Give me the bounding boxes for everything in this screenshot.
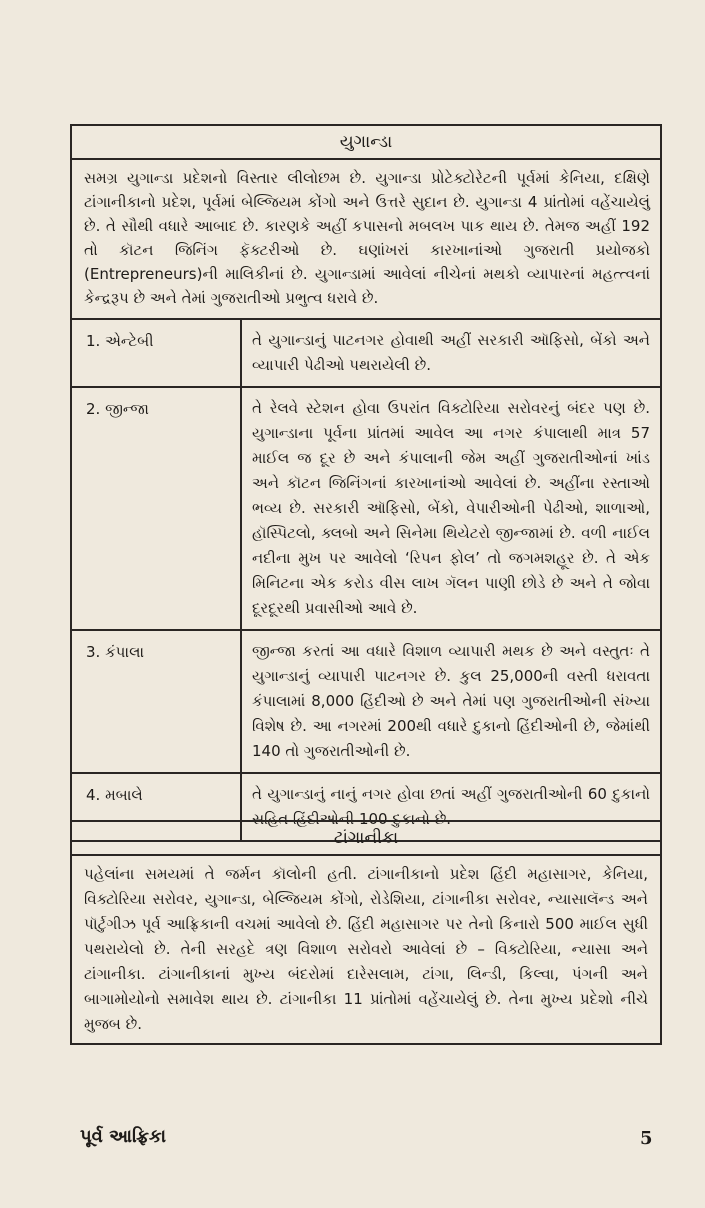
row-text: તે રેલવે સ્ટેશન હોવા ઉપરાંત વિક્ટોરિયા સરોવરનું બંદર પણ છે. યુગાન્ડાના પૂર્વના પ્રાંતમાં આવેલ આ નગર કંપાલાથી માત્ર 57 માઈલ જ દૂર છે અને કંપાલાની જેમ અહીં ગુજરાતીઓનાં ખાંડ અને કૉટન જિનિંગનાં કારખાનાંઓ આવેલાં છે. અહીંના રસ્તાઓ ભવ્ય છે. સરકારી ઑફિસો, બેંકો, વેપારીઓની પેઢીઓ, શાળાઓ, હૉસ્પિટલો, ક્લબો અને સિનેમા થિયેટરો જીન્જામાં છે. વળી નાઈલ નદીના મુખ પર આવેલો ‘રિપન ફોલ’ તો જગમશહૂર છે. તે એક મિનિટના એક કરોડ વીસ લાખ ગૅલન પાણી છોડે છે અને તે જોવા દૂરદૂરથી પ્રવાસીઓ આવે છે. [252,399,650,617]
tanganyika-title: ટાંગાનીકા [72,822,660,856]
row-label: 2. જીન્જા [72,388,242,629]
row-text: તે યુગાન્ડાનું પાટનગર હોવાથી અહીં સરકારી ઑફિસો, બેંકો અને વ્યાપારી પેઢીઓ પથરાયેલી છે. [252,331,650,374]
footer-title: પૂર્વ આફ્રિકા [80,1126,167,1147]
row-text: તે યુગાન્ડાનું નાનું નગર હોવા છતાં અહીં ગુજરાતીઓની 60 દુકાનો સહિત હિંદીઓની 100 દુકાનો છે. [252,785,650,828]
row-text: જીન્જા કરતાં આ વધારે વિશાળ વ્યાપારી મથક છે અને વસ્તુતઃ તે યુગાન્ડાનું વ્યાપારી પાટનગર છે. કુલ 25,000ની વસ્તી ધરાવતા કંપાલામાં 8,000 હિંદીઓ છે અને તેમાં પણ ગુજરાતીઓની સંખ્યા વિશેષ છે. આ નગરમાં 200થી વધારે દુકાનો હિંદીઓની છે, જેમાંથી 140 તો ગુજરાતીઓની છે. [252,642,650,760]
row-label: 4. મબાલે [72,774,242,840]
table-row [72,629,660,772]
page-number: 5 [640,1128,653,1149]
tanganyika-intro: પહેલાંના સમયમાં તે જર્મન કૉલોની હતી. ટાંગાનીકાનો પ્રદેશ હિંદી મહાસાગર, કેનિયા, વિક્ટોરિયા સરોવર, યુગાન્ડા, બેલ્જિયમ કોંગો, રોડેશિયા, ટાંગાનીકા સરોવર, ન્યાસાલૅન્ડ અને પૉર્ટુગીઝ પૂર્વ આફ્રિકાની વચમાં આવેલો છે. હિંદી મહાસાગર પર તેનો કિનારો 500 માઈલ સુધી પથરાયેલો છે. તેની સરહદે ત્રણ વિશાળ સરોવરો આવેલાં છે – વિક્ટોરિયા, ન્યાસા અને ટાંગાનીકા. ટાંગાનીકાનાં મુખ્ય બંદરોમાં દારેસલામ, ટાંગા, લિન્ડી, કિલ્વા, પંગની અને બાગામોયોનો સમાવેશ થાય છે. ટાંગાનીકા 11 પ્રાંતોમાં વહેંચાયેલું છે. તેના મુખ્ય પ્રદેશો નીચે મુજબ છે. [84,865,648,1033]
uganda-title: યુગાન્ડા [72,126,660,160]
uganda-intro: સમગ્ર યુગાન્ડા પ્રદેશનો વિસ્તાર લીલોછમ છે. યુગાન્ડા પ્રોટેક્ટોરેટની પૂર્વમાં કેનિયા, દક્ષિણે ટાંગાનીકાનો પ્રદેશ, પૂર્વમાં બેલ્જિયમ કોંગો અને ઉત્તરે સુદાન છે. યુગાન્ડા 4 પ્રાંતોમાં વહેંચાયેલું છે. તે સૌથી વધારે આબાદ છે. કારણકે અહીં કપાસનો મબલખ પાક થાય છે. તેમજ અહીં 192 તો કૉટન જિનિંગ ફૅક્ટરીઓ છે. ઘણાંખરાં કારખાનાંઓ ગુજરાતી પ્રયોજકો (Entrepreneurs)ની માલિકીનાં છે. યુગાન્ડામાં આવેલાં નીચેનાં મથકો વ્યાપારનાં મહત્ત્વનાં કેન્દ્રરૂપ છે અને તેમાં ગુજરાતીઓ પ્રભુત્વ ધરાવે છે. [84,169,650,307]
table-row [72,386,660,629]
row-label: 3. કંપાલા [72,631,242,772]
table-row [72,318,660,386]
tanganyika-box [70,820,662,1045]
row-label: 1. એન્ટેબી [72,320,242,386]
uganda-box [70,124,662,842]
